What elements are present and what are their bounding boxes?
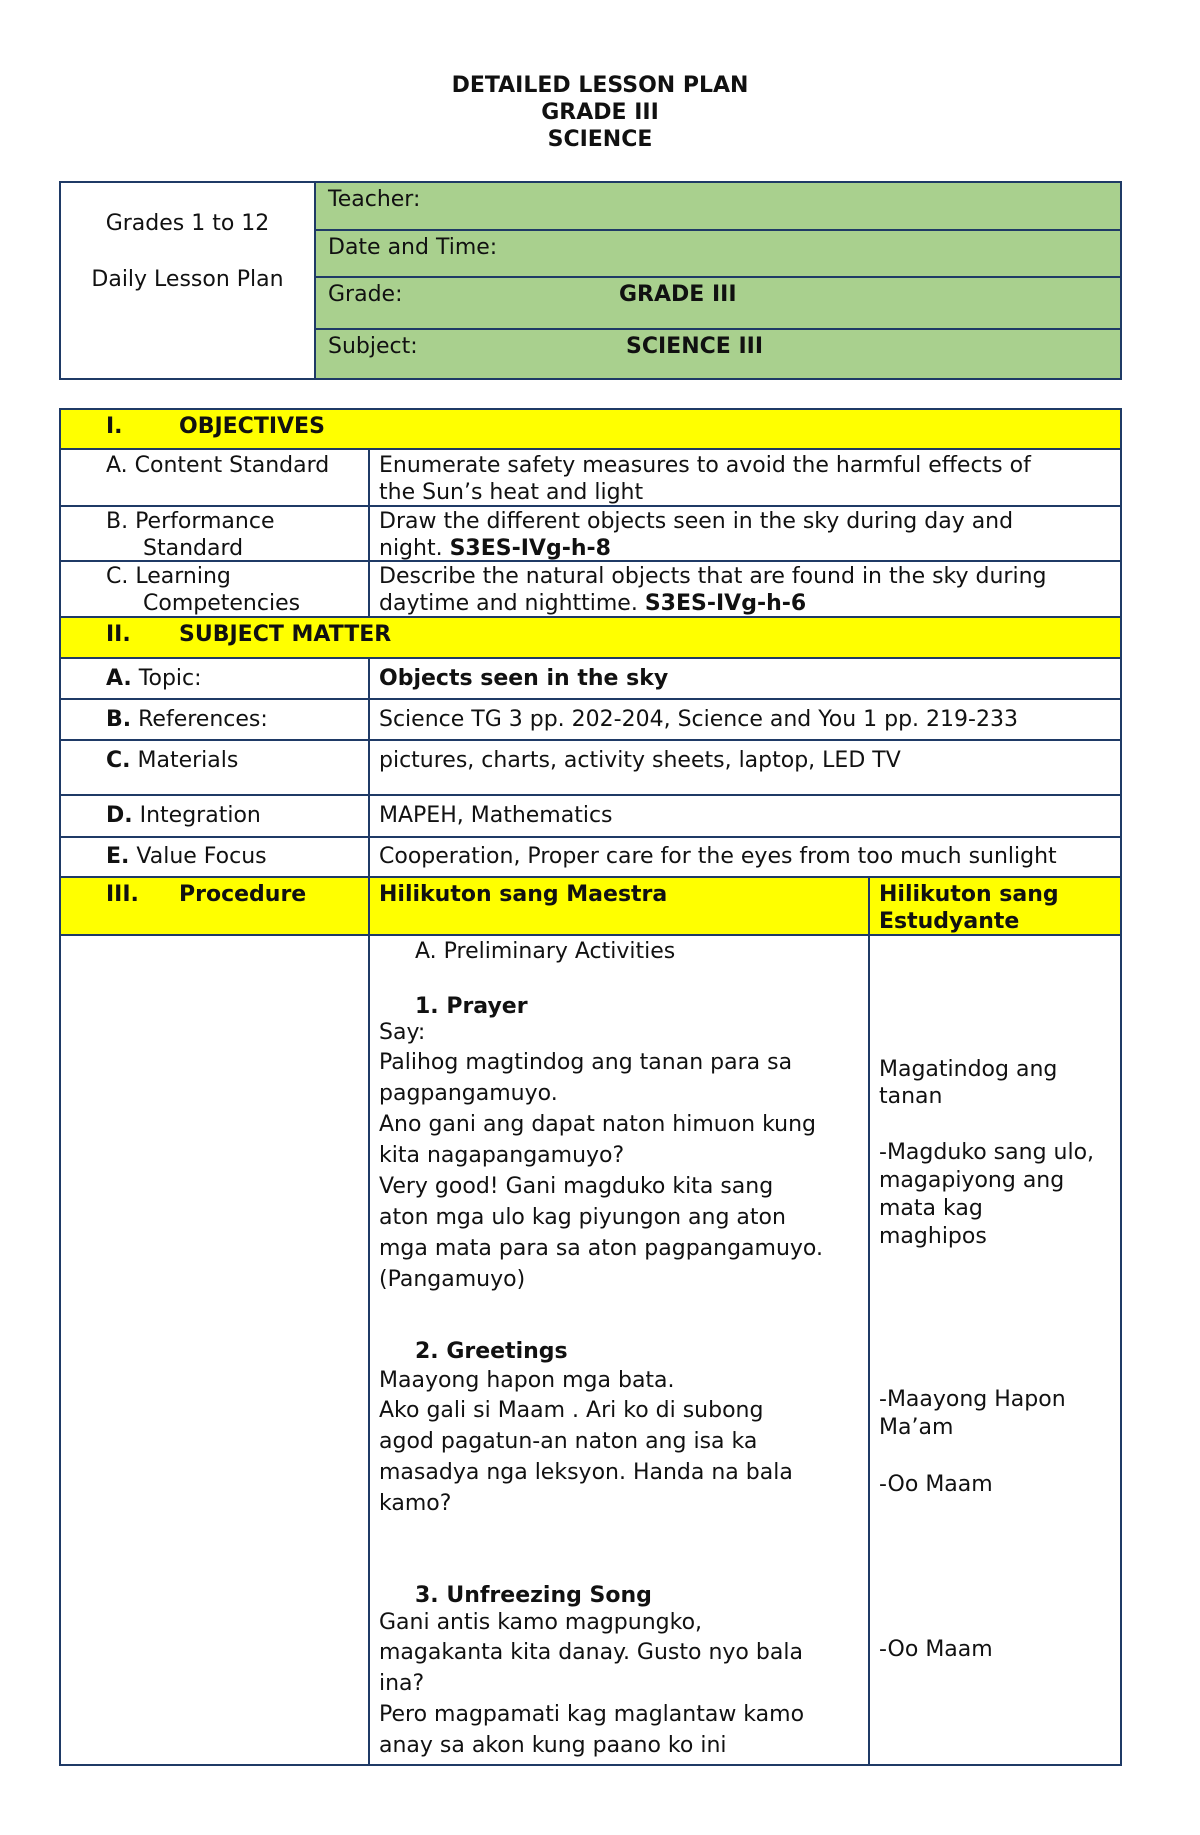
objectives-header (61, 410, 1120, 450)
student-response-line: maghipos (879, 1224, 987, 1249)
topic-label (106, 665, 202, 692)
col-divider-objectives (368, 450, 370, 618)
learning-value-2 (379, 590, 806, 617)
song-line: magakanta kita danay. Gusto nyo bala (379, 1640, 803, 1665)
content-standard-row (61, 450, 1120, 507)
learning-label-1: C. Learning (106, 564, 231, 589)
date-label: Date and Time: (328, 235, 498, 260)
materials-label-text: Materials (130, 748, 239, 773)
content-standard-value-1: Enumerate safety measures to avoid the harmful effects of (379, 453, 1031, 478)
student-response-line: -Magduko sang ulo, (879, 1140, 1095, 1165)
procedure-num: III. (106, 882, 139, 907)
subject-matter-title: SUBJECT MATTER (179, 622, 392, 647)
student-response-pray-pose (879, 1139, 1114, 1251)
subject-label: Subject: (328, 334, 418, 359)
student-response-prayer (879, 1056, 1114, 1110)
materials-row (61, 741, 1120, 796)
teacher-row (316, 183, 1120, 231)
topic-value: Objects seen in the sky (379, 666, 669, 691)
prayer-line: Very good! Gani magduko kita sang (379, 1174, 774, 1199)
materials-value: pictures, charts, activity sheets, laptop, LED TV (379, 748, 901, 773)
topic-label-text: Topic: (131, 666, 202, 691)
performance-standard-row (61, 507, 1120, 562)
lesson-table (59, 408, 1122, 1766)
learning-value-1: Describe the natural objects that are found in the sky during (379, 564, 1047, 589)
greetings-line: agod pagatun-an naton ang isa ka (379, 1429, 758, 1454)
prayer-line: aton mga ulo kag piyungon ang aton (379, 1205, 786, 1230)
preliminary-activities: A. Preliminary Activities (415, 939, 676, 964)
procedure-header (61, 878, 1120, 936)
value-focus-letter: E. (106, 844, 130, 869)
value-focus-label-text: Value Focus (129, 844, 267, 869)
date-row (316, 231, 1120, 278)
student-response-line: tanan (879, 1084, 943, 1109)
performance-label-1: B. Performance (106, 509, 275, 534)
doc-title-line3: SCIENCE (547, 127, 653, 152)
references-letter: B. (106, 707, 132, 732)
prayer-line: kita nagapangamuyo? (379, 1143, 625, 1168)
materials-label (106, 747, 238, 774)
performance-value-2-text: night. (379, 536, 450, 561)
content-standard-value-2: the Sun’s heat and light (379, 480, 644, 505)
song-line: Pero magpamati kag maglantaw kamo (379, 1702, 805, 1727)
student-response-line: Ma’am (879, 1415, 954, 1440)
topic-letter: A. (106, 666, 132, 691)
header-left-cell (61, 183, 316, 378)
grades-label: Grades 1 to 12 (105, 211, 270, 236)
performance-label-2: Standard (143, 536, 244, 561)
col-divider-procedure (868, 878, 870, 1764)
song-line: anay sa akon kung paano ko ini (379, 1733, 727, 1758)
content-standard-label: A. Content Standard (106, 453, 330, 478)
subject-row (316, 330, 1120, 378)
learning-value-2-text: daytime and nighttime. (379, 591, 645, 616)
integration-letter: D. (106, 803, 133, 828)
student-response-line: magapiyong ang (879, 1168, 1065, 1193)
teacher-activity-header: Hilikuton sang Maestra (379, 882, 668, 907)
greetings-line: masadya nga leksyon. Handa na bala (379, 1460, 793, 1485)
value-focus-row (61, 838, 1120, 878)
procedure-title: Procedure (179, 882, 307, 907)
value-focus-value: Cooperation, Proper care for the eyes from too much sunlight (379, 844, 1057, 869)
student-response-song: -Oo Maam (879, 1637, 993, 1662)
song-text (379, 1608, 859, 1761)
integration-label (106, 802, 261, 829)
subject-value: SCIENCE III (626, 334, 764, 359)
grade-value: GRADE III (619, 282, 737, 307)
learning-code: S3ES-IVg-h-6 (644, 591, 807, 616)
col-divider-main (368, 659, 370, 1764)
prayer-line: pagpangamuyo. (379, 1081, 558, 1106)
performance-value-1: Draw the different objects seen in the sky during day and (379, 509, 1014, 534)
prayer-text (379, 1019, 859, 1295)
student-response-line: -Maayong Hapon (879, 1387, 1066, 1412)
references-row (61, 700, 1120, 741)
subject-matter-header (61, 618, 1120, 659)
references-label-text: References: (131, 707, 268, 732)
header-table (59, 181, 1122, 380)
procedure-body (61, 936, 1120, 1764)
references-label (106, 706, 268, 733)
subject-matter-num: II. (106, 622, 131, 647)
performance-value-2 (379, 535, 611, 562)
greetings-text (379, 1366, 859, 1519)
prayer-line: mga mata para sa aton pagpangamuyo. (379, 1236, 823, 1261)
student-response-line: mata kag (879, 1196, 983, 1221)
learning-label-2: Competencies (143, 591, 301, 616)
integration-label-text: Integration (132, 803, 261, 828)
value-focus-label (106, 843, 267, 870)
materials-letter: C. (106, 748, 131, 773)
prayer-line: (Pangamuyo) (379, 1267, 526, 1292)
greetings-line: Ako gali si Maam . Ari ko di subong (379, 1398, 764, 1423)
doc-title-line1: DETAILED LESSON PLAN (451, 73, 749, 98)
objectives-title: OBJECTIVES (179, 414, 325, 439)
integration-value: MAPEH, Mathematics (379, 803, 613, 828)
learning-competencies-row (61, 562, 1120, 618)
prayer-line: Ano gani ang dapat naton himuon kung (379, 1112, 817, 1137)
song-line: Gani antis kamo magpungko, (379, 1610, 703, 1635)
integration-row (61, 796, 1120, 838)
student-activity-header-2: Estudyante (879, 909, 1020, 934)
prayer-line: Palihog magtindog ang tanan para sa (379, 1050, 793, 1075)
grade-label: Grade: (328, 282, 403, 307)
greetings-title: 2. Greetings (415, 1339, 568, 1364)
prayer-title: 1. Prayer (415, 994, 528, 1019)
doc-title-line2: GRADE III (541, 100, 659, 125)
topic-row (61, 659, 1120, 700)
greetings-line: Maayong hapon mga bata. (379, 1368, 675, 1393)
grade-row (316, 278, 1120, 330)
objectives-num: I. (106, 414, 123, 439)
student-response-line: Magatindog ang (879, 1057, 1058, 1082)
student-response-greeting (879, 1386, 1114, 1442)
daily-lesson-plan-label: Daily Lesson Plan (91, 267, 284, 292)
song-title: 3. Unfreezing Song (415, 1583, 652, 1608)
references-value: Science TG 3 pp. 202-204, Science and You 1 pp. 219-233 (379, 707, 1018, 732)
teacher-label: Teacher: (328, 187, 421, 212)
student-response-ready: -Oo Maam (879, 1472, 993, 1497)
student-activity-header-1: Hilikuton sang (879, 882, 1059, 907)
performance-code: S3ES-IVg-h-8 (449, 536, 611, 561)
prayer-line: Say: (379, 1020, 426, 1045)
song-line: ina? (379, 1671, 425, 1696)
greetings-line: kamo? (379, 1491, 452, 1516)
